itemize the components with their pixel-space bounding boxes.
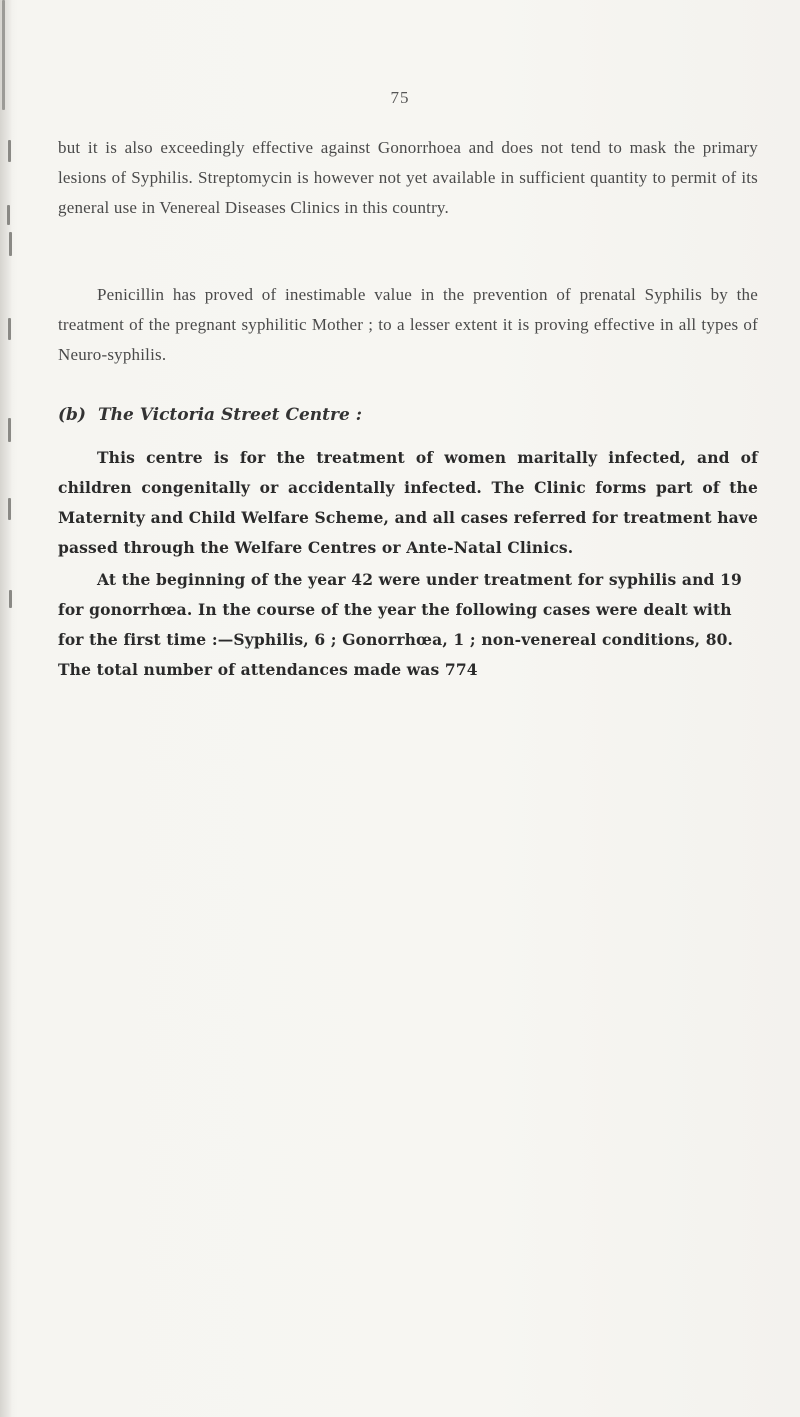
paragraph-text: but it is also exceedingly effective against Gonorrhoea and does not tend to mask the primary lesions of Syphilis. Streptomycin is however not yet available in sufficient quantity to permit of its general use in Venereal Diseases Clinics in this country.: [58, 138, 758, 217]
edge-mark: [9, 590, 12, 608]
paragraph-text: Penicillin has proved of inestimable value in the prevention of prenatal Syphilis by the treatment of the pregnant syphilitic Mother ; to a lesser extent it is proving effective in all types of Neuro-syphilis.: [58, 285, 758, 364]
paragraph-text: This centre is for the treatment of women maritally infected, and of children congenitally or accidentally infected. The Clinic forms part of the Maternity and Child Welfare Scheme, and all cases referred for treatment have passed through the Welfare Centres or Ante-Natal Clinics.: [58, 448, 758, 557]
edge-mark: [7, 205, 10, 225]
section-title: The Victoria Street Centre :: [97, 405, 362, 425]
paragraph-statistics: [58, 565, 758, 685]
paragraph-text: At the beginning of the year 42 were under treatment for syphilis and 19 for gonorrhœa. In the course of the year the following cases were dealt with for the first time :—Syphilis, 6 ; Gonorrhœa, 1 ; non-venereal conditions, 80. The total number of attendances made was 774: [58, 570, 742, 679]
edge-mark: [8, 418, 11, 442]
edge-mark: [9, 232, 12, 256]
paragraph-streptomycin: [58, 133, 758, 223]
section-label: (b): [58, 405, 86, 425]
paragraph-centre-description: [58, 443, 758, 563]
edge-mark: [8, 498, 11, 520]
paragraph-penicillin: [58, 280, 758, 370]
binding-edge: [0, 0, 12, 1417]
edge-mark: [8, 318, 11, 340]
section-heading: [58, 405, 362, 425]
page-number: 75: [390, 88, 410, 107]
edge-mark: [8, 140, 11, 162]
